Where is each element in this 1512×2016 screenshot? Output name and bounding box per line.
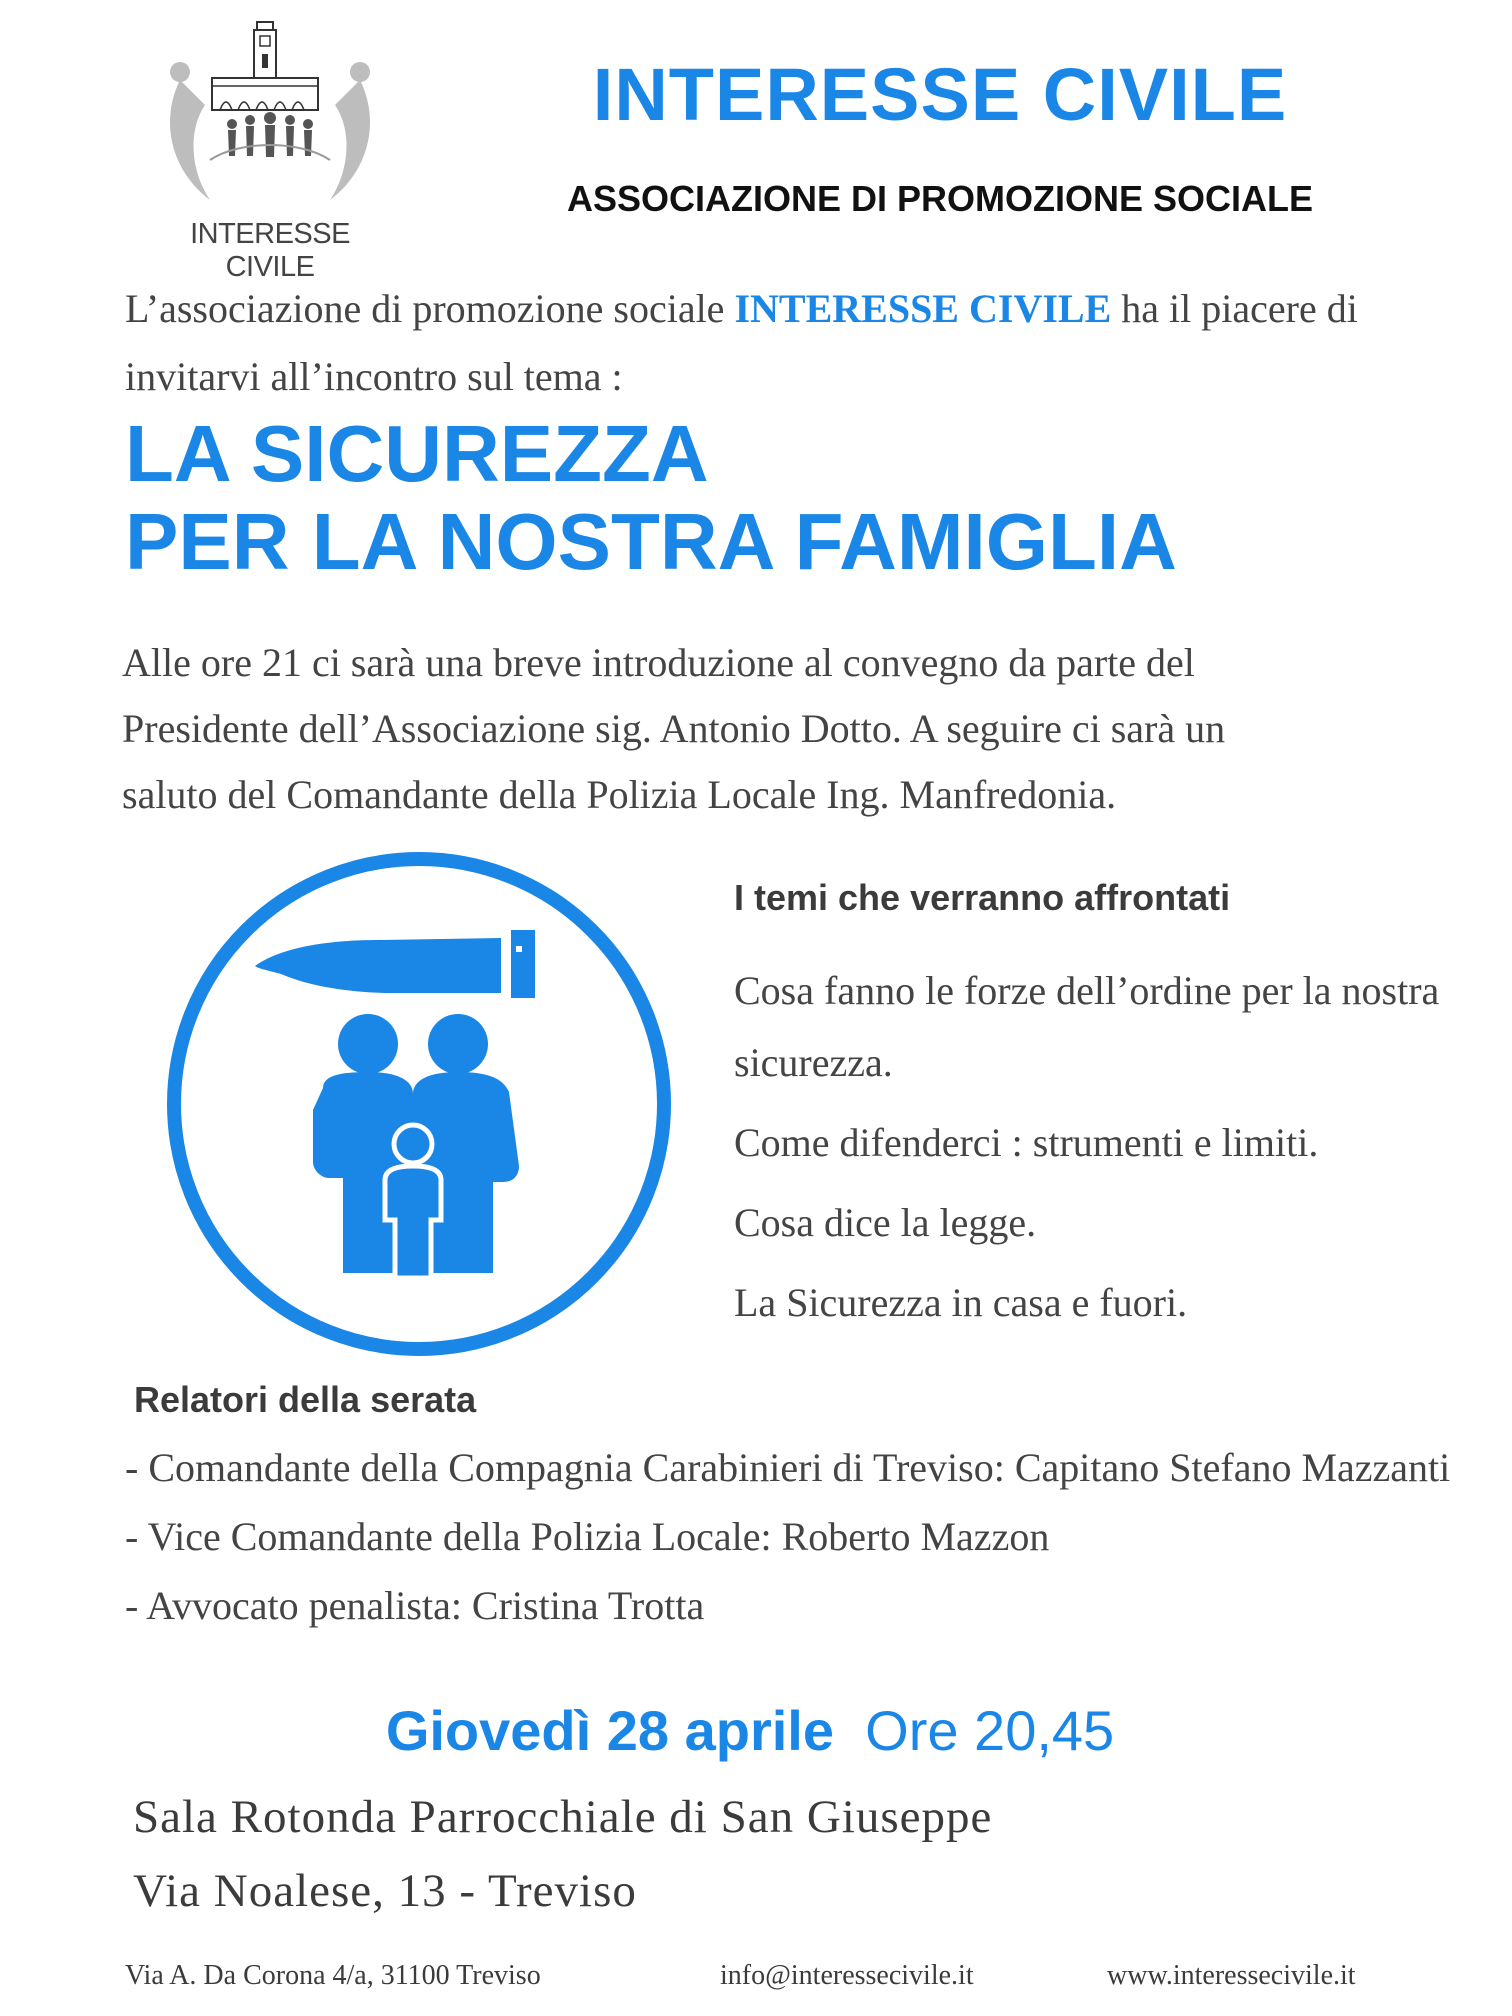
footer-address: Via A. Da Corona 4/a, 31100 Treviso bbox=[125, 1960, 541, 1991]
venue-address: Via Noalese, 13 - Treviso bbox=[133, 1865, 637, 1917]
theme-item: Come difenderci : strumenti e limiti. bbox=[734, 1120, 1319, 1165]
intro-text: L’associazione di promozione sociale bbox=[125, 286, 735, 331]
headline-line-1: LA SICUREZZA bbox=[125, 409, 709, 498]
event-description bbox=[122, 630, 1482, 828]
speakers-heading: Relatori della serata bbox=[134, 1379, 477, 1420]
intro-paragraph bbox=[125, 275, 1425, 411]
speakers-list bbox=[125, 1440, 1465, 1647]
event-time: Ore 20,45 bbox=[865, 1699, 1115, 1762]
description-line-3: saluto del Comandante della Polizia Locale Ing. Manfredonia. bbox=[122, 772, 1117, 817]
event-day: Giovedì 28 aprile bbox=[385, 1699, 835, 1762]
organization-subtitle: ASSOCIAZIONE DI PROMOZIONE SOCIALE bbox=[566, 178, 1314, 219]
footer-website[interactable]: www.interessecivile.it bbox=[1107, 1960, 1356, 1991]
venue-name: Sala Rotonda Parrocchiale di San Giuseppe bbox=[133, 1791, 993, 1843]
theme-item: Cosa fanno le forze dell’ordine per la nostra sicurezza. bbox=[734, 968, 1440, 1085]
intro-org-name: INTERESSE CIVILE bbox=[734, 286, 1112, 331]
event-venue bbox=[133, 1780, 1333, 1928]
description-line-2: Presidente dell’Associazione sig. Antonio Dotto. A seguire ci sarà un bbox=[122, 706, 1226, 751]
speaker-item: - Avvocato penalista: Cristina Trotta bbox=[125, 1583, 705, 1628]
speaker-item: - Vice Comandante della Polizia Locale: Roberto Mazzon bbox=[125, 1514, 1050, 1559]
theme-item: Cosa dice la legge. bbox=[734, 1200, 1037, 1245]
description-line-1: Alle ore 21 ci sarà una breve introduzione al convegno da parte del bbox=[122, 640, 1195, 685]
logo-caption: INTERESSE CIVILE bbox=[190, 218, 350, 283]
footer-email[interactable]: info@interessecivile.it bbox=[720, 1960, 974, 1991]
theme-item: La Sicurezza in casa e fuori. bbox=[734, 1280, 1188, 1325]
intro-text-end: ha il piacere di invitarvi all’incontro sul tema : bbox=[125, 286, 1358, 399]
organization-title: INTERESSE CIVILE bbox=[592, 53, 1288, 136]
event-headline bbox=[125, 410, 1485, 586]
event-date bbox=[300, 1698, 1200, 1763]
themes-heading: I temi che verranno affrontati bbox=[734, 877, 1231, 918]
headline-line-2: PER LA NOSTRA FAMIGLIA bbox=[125, 497, 1177, 586]
themes-list bbox=[734, 955, 1494, 1347]
speaker-item: - Comandante della Compagnia Carabinieri di Treviso: Capitano Stefano Mazzanti bbox=[125, 1445, 1451, 1490]
family-protection-icon bbox=[163, 848, 675, 1360]
